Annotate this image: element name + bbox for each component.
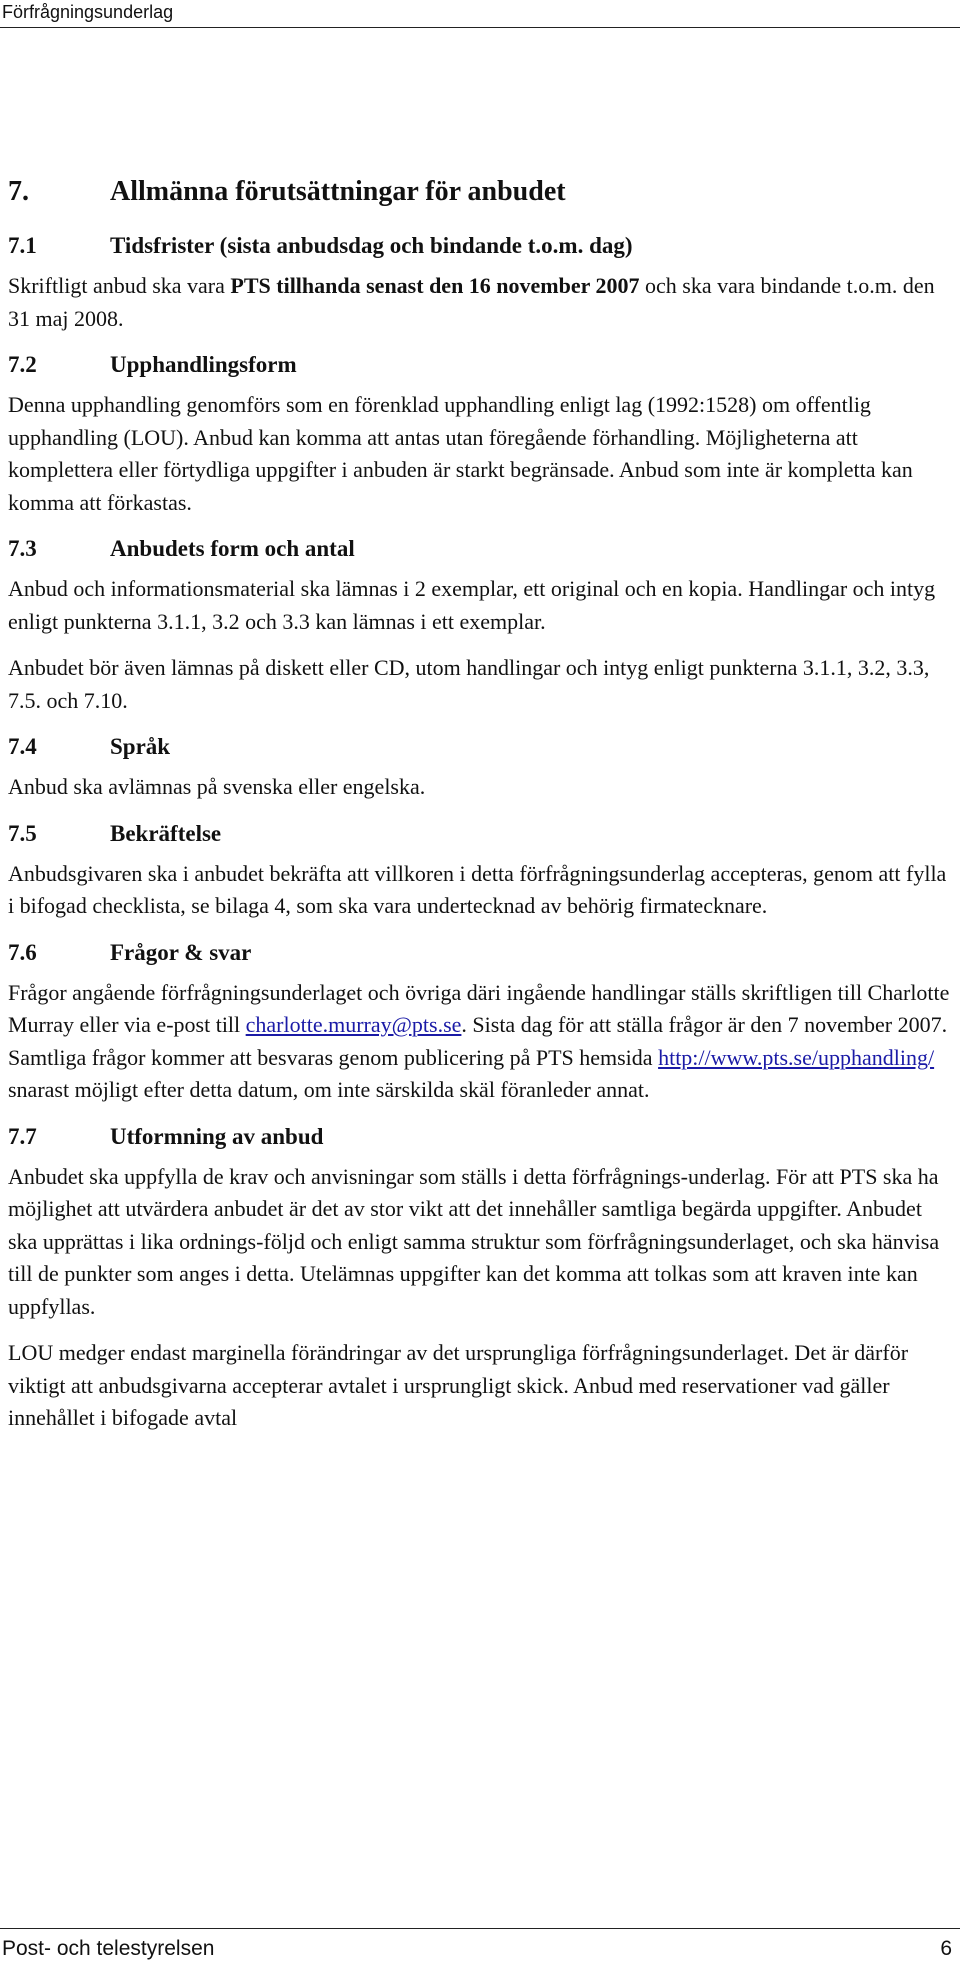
text-run: . Sista dag för att ställa frågor är den 7 november 2007. Samtliga frågor kommer att besvaras genom publicering på PTS hemsida	[8, 1012, 948, 1070]
text-run: Frågor angående förfrågningsunderlaget och övriga däri ingående handlingar ställs skriftligen till Charlotte Murray eller via e-post till	[8, 979, 950, 1037]
document-body	[8, 172, 954, 1449]
heading-number: 7.2	[8, 352, 37, 377]
heading-title: Allmänna förutsättningar för anbudet	[110, 176, 566, 207]
text-run: Skriftligt anbud ska vara	[8, 273, 231, 298]
heading-title: Språk	[110, 734, 171, 759]
heading-title: Upphandlingsform	[110, 352, 297, 377]
heading-title: Frågor & svar	[110, 939, 252, 965]
heading-number: 7.5	[8, 820, 37, 846]
paragraph-7-5: Anbudsgivaren ska i anbudet bekräfta att villkoren i detta förfrågningsunderlag accepteras, genom att fylla i bifogad checklista, se bilaga 4, som ska vara undertecknad av behörig firmatecknare.	[8, 860, 947, 918]
header-divider	[0, 27, 960, 28]
heading-section-7-3	[8, 533, 954, 565]
email-link[interactable]: charlotte.murray@pts.se	[245, 1012, 462, 1037]
heading-number: 7.	[8, 176, 29, 207]
heading-title: Utformning av anbud	[110, 1123, 324, 1149]
paragraph-7-3-b: Anbudet bör även lämnas på diskett eller CD, utom handlingar och intyg enligt punkterna 3.1.1, 3.2, 3.3, 7.5. och 7.10.	[8, 655, 930, 713]
paragraph-7-4: Anbud ska avlämnas på svenska eller engelska.	[8, 774, 426, 799]
paragraph-7-3-a: Anbud och informationsmaterial ska lämnas i 2 exemplar, ett original och en kopia. Handlingar och intyg enligt punkterna 3.1.1, 3.2 och 3.3 kan lämnas i ett exemplar.	[8, 576, 936, 634]
website-link[interactable]: http://www.pts.se/upphandling/	[658, 1044, 935, 1070]
paragraph-7-7-b: LOU medger endast marginella förändringar av det ursprungliga förfrågningsunderlaget. Det är därför viktigt att anbudsgivarna accepterar avtalet i ursprungligt skick. Anbud med reservationer vad gäller innehållet i bifogade avtal	[8, 1340, 909, 1430]
heading-section-7-7	[8, 1121, 954, 1153]
text-run: snarast möjligt efter detta datum, om inte särskilda skäl föranleder annat.	[8, 1077, 650, 1102]
heading-number: 7.6	[8, 939, 37, 965]
footer-organization: Post- och telestyrelsen	[2, 1937, 215, 1960]
heading-number: 7.4	[8, 734, 37, 759]
heading-section-7-1	[8, 230, 954, 262]
heading-title: Anbudets form och antal	[110, 536, 355, 561]
heading-number: 7.1	[8, 233, 37, 258]
heading-section-7-6	[8, 937, 954, 969]
running-header: Förfrågningsunderlag	[2, 2, 174, 22]
heading-title: Tidsfrister (sista anbudsdag och bindande t.o.m. dag)	[110, 233, 633, 258]
paragraph-7-1	[8, 270, 954, 335]
paragraph-7-2: Denna upphandling genomförs som en förenklad upphandling enligt lag (1992:1528) om offentlig upphandling (LOU). Anbud kan komma att antas utan föregående förhandling. Möjligheterna att komplettera eller förtydliga uppgifter i anbuden är starkt begränsade. Anbud som inte är kompletta kan komma att förkastas.	[8, 392, 913, 515]
heading-section-7-2	[8, 349, 954, 381]
heading-number: 7.7	[8, 1123, 37, 1149]
page-number: 6	[940, 1937, 952, 1960]
heading-section-7-5	[8, 818, 954, 850]
text-run: och ska vara bindande t.o.m. den 31 maj 2008.	[8, 273, 935, 331]
heading-title: Bekräftelse	[110, 820, 222, 846]
deadline-emphasis: PTS tillhanda senast den 16 november 2007	[230, 273, 640, 298]
heading-number: 7.3	[8, 536, 37, 561]
footer-divider	[0, 1928, 960, 1929]
heading-section-7-4	[8, 731, 954, 763]
paragraph-7-7-a: Anbudet ska uppfylla de krav och anvisningar som ställs i detta förfrågnings-underlag. För att PTS ska ha möjlighet att utvärdera anbudet är det av stor vikt att det innehåller samtliga begärda uppgifter. Anbudet ska upprättas i lika ordnings-följd och enligt samma struktur som förfrågningsunderlaget, och ska hänvisa till de punkter som anges i detta. Utelämnas uppgifter kan det komma att tolkas som att kraven inte kan uppfyllas.	[8, 1163, 940, 1319]
paragraph-7-6	[8, 977, 954, 1107]
heading-section-7	[8, 172, 954, 212]
